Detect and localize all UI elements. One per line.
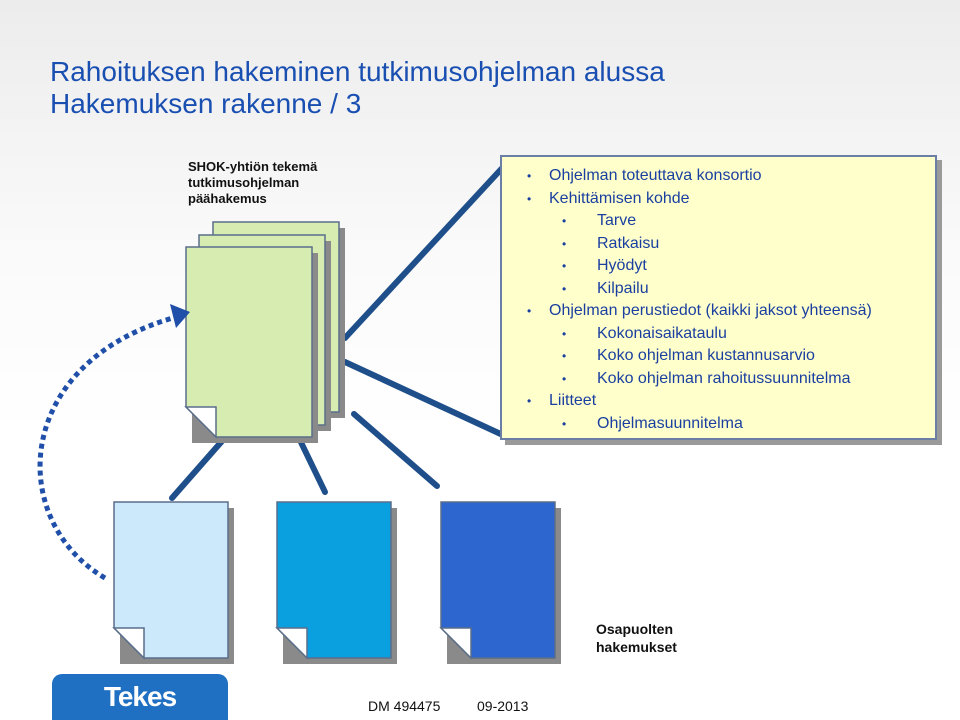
contents-item bbox=[502, 255, 935, 278]
contents-item-text: Ohjelman perustiedot (kaikki jaksot yhteensä) bbox=[549, 302, 872, 319]
partner-applications-label-line-1: Osapuolten bbox=[596, 621, 674, 637]
bullet-icon: • bbox=[562, 214, 567, 228]
bullet-icon: • bbox=[562, 371, 567, 386]
contents-item-text: Koko ohjelman kustannusarvio bbox=[597, 347, 815, 364]
bullet-icon: • bbox=[527, 304, 532, 318]
contents-item-text: Ratkaisu bbox=[597, 234, 660, 252]
contents-item bbox=[502, 188, 935, 211]
main-application-label-line-1: SHOK-yhtiön tekemä bbox=[188, 159, 318, 174]
main-application-label bbox=[188, 159, 317, 207]
contents-item bbox=[502, 368, 935, 391]
slide-title-line-1: Rahoituksen hakeminen tutkimusohjelman alussa bbox=[50, 56, 665, 87]
contents-item-text: Kehittämisen kohde bbox=[549, 189, 690, 207]
contents-item bbox=[502, 390, 935, 413]
bullet-icon: • bbox=[527, 394, 532, 408]
main-application-pages bbox=[186, 222, 345, 443]
bullet-icon: • bbox=[562, 416, 567, 431]
contents-item-text: Ohjelmasuunnitelma bbox=[597, 414, 743, 432]
main-page-front bbox=[186, 247, 318, 443]
contents-item-text: Ohjelman toteuttava konsortio bbox=[549, 167, 762, 184]
connector-to-box-top bbox=[345, 165, 505, 338]
contents-item-text: Liitteet bbox=[549, 392, 597, 409]
contents-item-text: Kokonaisaikataulu bbox=[597, 324, 727, 342]
contents-item bbox=[502, 165, 935, 188]
bullet-icon: • bbox=[562, 236, 567, 251]
contents-item bbox=[502, 278, 935, 301]
main-application-label-line-2: tutkimusohjelman bbox=[188, 175, 300, 190]
partner-application-pages bbox=[114, 502, 561, 664]
contents-item bbox=[502, 233, 935, 256]
bullet-icon: • bbox=[562, 349, 567, 363]
bullet-icon: • bbox=[562, 326, 567, 341]
tekes-logo-text: Tekes bbox=[103, 681, 177, 712]
tekes-logo bbox=[52, 674, 228, 720]
contents-item-text: Koko ohjelman rahoitussuunnitelma bbox=[597, 369, 851, 387]
bullet-icon: • bbox=[527, 169, 532, 183]
bullet-icon: • bbox=[562, 259, 567, 273]
bullet-icon: • bbox=[527, 191, 532, 206]
contents-item bbox=[502, 345, 935, 368]
partner-page-3 bbox=[441, 502, 561, 664]
main-application-label-line-3: päähakemus bbox=[188, 191, 267, 206]
contents-item bbox=[502, 210, 935, 233]
slide-title bbox=[50, 56, 665, 120]
contents-item-text: Hyödyt bbox=[597, 257, 647, 274]
contents-item bbox=[502, 300, 935, 323]
partner-page-1 bbox=[114, 502, 234, 664]
document-date: 09-2013 bbox=[477, 698, 529, 714]
contents-item bbox=[502, 413, 935, 436]
connector-to-partner-3 bbox=[354, 414, 437, 486]
bullet-icon: • bbox=[562, 281, 567, 296]
partner-applications-label-line-2: hakemukset bbox=[596, 639, 677, 655]
contents-item bbox=[502, 323, 935, 346]
contents-item-text: Kilpailu bbox=[597, 279, 649, 297]
contents-item-text: Tarve bbox=[597, 212, 637, 229]
partner-page-2 bbox=[277, 502, 397, 664]
document-id: DM 494475 bbox=[368, 698, 441, 714]
slide-title-line-2: Hakemuksen rakenne / 3 bbox=[50, 88, 362, 119]
partner-applications-label bbox=[596, 620, 677, 656]
application-contents-box bbox=[500, 155, 937, 440]
